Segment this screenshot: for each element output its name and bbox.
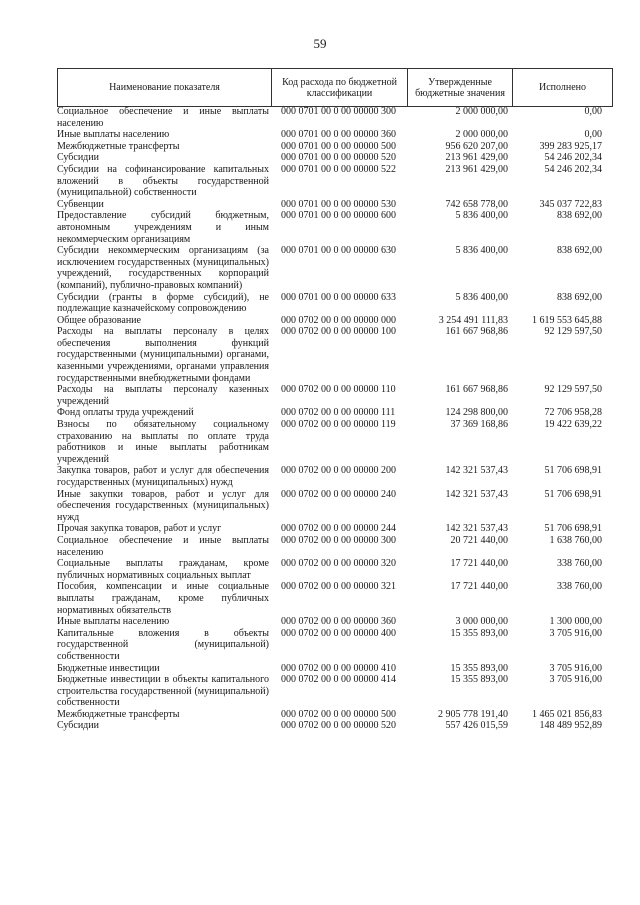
row-code: 000 0701 00 0 00 00000 530 bbox=[281, 198, 396, 210]
row-name: Бюджетные инвестиции в объекты капитального строительства государственной (муниципальной) собственности bbox=[57, 674, 269, 709]
row-name: Социальное обеспечение и иные выплаты населению bbox=[57, 534, 269, 558]
row-approved: 17 721 440,00 bbox=[450, 581, 508, 593]
row-code: 000 0702 00 0 00 00000 200 bbox=[281, 465, 396, 477]
table-body bbox=[57, 106, 612, 732]
table-row bbox=[57, 129, 612, 141]
table-row bbox=[57, 199, 612, 211]
row-name: Взносы по обязательному социальному страхованию на выплаты по оплате труда работников и иные выплаты работникам учреждений bbox=[57, 419, 269, 465]
row-executed: 51 706 698,91 bbox=[544, 488, 602, 500]
table-row bbox=[57, 407, 612, 419]
table-row bbox=[57, 628, 612, 663]
table-row bbox=[57, 720, 612, 732]
row-executed: 0,00 bbox=[584, 106, 602, 117]
table-row bbox=[57, 558, 612, 581]
row-executed: 148 489 952,89 bbox=[539, 720, 602, 732]
table-row bbox=[57, 245, 612, 291]
row-name: Межбюджетные трансферты bbox=[57, 140, 180, 152]
row-approved: 37 369 168,86 bbox=[450, 419, 508, 431]
row-approved: 3 254 491 111,83 bbox=[438, 314, 508, 326]
row-approved: 17 721 440,00 bbox=[450, 558, 508, 570]
row-code: 000 0701 00 0 00 00000 300 bbox=[281, 106, 396, 117]
row-code: 000 0702 00 0 00 00000 000 bbox=[281, 314, 396, 326]
row-approved: 142 321 537,43 bbox=[445, 465, 508, 477]
row-name: Субсидии на софинансирование капитальных вложений в объекты государственной (муниципальной) собственности bbox=[57, 163, 269, 199]
row-name: Расходы на выплаты персоналу в целях обеспечения выполнения функций государственными (муниципальными) органами, казенными учреждениями, органами управления государственными внебюджетными фондами bbox=[57, 326, 269, 384]
row-code: 000 0701 00 0 00 00000 500 bbox=[281, 140, 396, 152]
row-executed: 3 705 916,00 bbox=[549, 662, 602, 674]
row-code: 000 0702 00 0 00 00000 321 bbox=[281, 581, 396, 593]
row-name: Субсидии некоммерческим организациям (за исключением государственных (муниципальных) учреждений, государственных корпораций (компаний), публично-правовых компаний) bbox=[57, 245, 269, 291]
row-executed: 51 706 698,91 bbox=[544, 523, 602, 535]
row-name: Бюджетные инвестиции bbox=[57, 662, 160, 674]
row-executed: 0,00 bbox=[584, 129, 602, 141]
row-name: Субсидии bbox=[57, 720, 99, 732]
row-executed: 72 706 958,28 bbox=[544, 407, 602, 419]
row-executed: 19 422 639,22 bbox=[544, 419, 602, 431]
row-code: 000 0702 00 0 00 00000 111 bbox=[281, 407, 396, 419]
row-name: Предоставление субсидий бюджетным, автономным учреждениям и иным некоммерческим организациям bbox=[57, 210, 269, 245]
row-approved: 15 355 893,00 bbox=[450, 674, 508, 686]
row-name: Социальные выплаты гражданам, кроме публичных нормативных социальных выплат bbox=[57, 558, 269, 581]
table-row bbox=[57, 210, 612, 245]
row-approved: 142 321 537,43 bbox=[445, 523, 508, 535]
row-code: 000 0702 00 0 00 00000 300 bbox=[281, 534, 396, 546]
page-number: 59 bbox=[313, 36, 327, 51]
row-approved: 161 667 968,86 bbox=[445, 384, 508, 396]
row-approved: 5 836 400,00 bbox=[455, 210, 508, 222]
row-executed: 92 129 597,50 bbox=[544, 384, 602, 396]
table-row bbox=[57, 489, 612, 524]
header-executed: Исполнено bbox=[513, 69, 613, 107]
table-row bbox=[57, 315, 612, 327]
row-approved: 557 426 015,59 bbox=[445, 720, 508, 732]
table-header bbox=[57, 68, 613, 107]
row-code: 000 0701 00 0 00 00000 630 bbox=[281, 245, 396, 257]
row-approved: 15 355 893,00 bbox=[450, 627, 508, 639]
row-name: Субсидии (гранты в форме субсидий), не подлежащие казначейскому сопровождению bbox=[57, 291, 269, 315]
row-approved: 213 961 429,00 bbox=[445, 163, 508, 175]
row-approved: 142 321 537,43 bbox=[445, 488, 508, 500]
row-code: 000 0702 00 0 00 00000 360 bbox=[281, 616, 396, 628]
row-approved: 2 000 000,00 bbox=[455, 129, 508, 141]
row-name: Закупка товаров, работ и услуг для обеспечения государственных (муниципальных) нужд bbox=[57, 465, 269, 488]
row-code: 000 0701 00 0 00 00000 633 bbox=[281, 291, 396, 303]
row-name: Прочая закупка товаров, работ и услуг bbox=[57, 523, 222, 535]
row-executed: 51 706 698,91 bbox=[544, 465, 602, 477]
row-code: 000 0702 00 0 00 00000 244 bbox=[281, 523, 396, 535]
row-code: 000 0702 00 0 00 00000 240 bbox=[281, 488, 396, 500]
row-code: 000 0702 00 0 00 00000 110 bbox=[281, 384, 396, 396]
table-row bbox=[57, 384, 612, 407]
row-code: 000 0702 00 0 00 00000 100 bbox=[281, 326, 396, 338]
row-executed: 1 638 760,00 bbox=[549, 534, 602, 546]
table-row bbox=[57, 292, 612, 315]
table-row bbox=[57, 152, 612, 164]
row-approved: 161 667 968,86 bbox=[445, 326, 508, 338]
table-row bbox=[57, 581, 612, 616]
row-executed: 3 705 916,00 bbox=[549, 674, 602, 686]
row-name: Фонд оплаты труда учреждений bbox=[57, 407, 194, 419]
table-row bbox=[57, 523, 612, 535]
row-code: 000 0701 00 0 00 00000 522 bbox=[281, 163, 396, 175]
row-executed: 54 246 202,34 bbox=[544, 152, 602, 164]
table-row bbox=[57, 616, 612, 628]
row-approved: 5 836 400,00 bbox=[455, 291, 508, 303]
row-approved: 956 620 207,00 bbox=[445, 140, 508, 152]
row-approved: 20 721 440,00 bbox=[450, 534, 508, 546]
row-executed: 838 692,00 bbox=[557, 210, 602, 222]
table-row bbox=[57, 106, 612, 129]
row-approved: 3 000 000,00 bbox=[455, 616, 508, 628]
row-code: 000 0701 00 0 00 00000 360 bbox=[281, 129, 396, 141]
row-name: Субвенции bbox=[57, 198, 104, 210]
table-row bbox=[57, 419, 612, 465]
row-approved: 15 355 893,00 bbox=[450, 662, 508, 674]
row-code: 000 0702 00 0 00 00000 410 bbox=[281, 662, 396, 674]
row-name: Общее образование bbox=[57, 314, 141, 326]
table-row bbox=[57, 663, 612, 675]
row-executed: 54 246 202,34 bbox=[544, 163, 602, 175]
row-executed: 838 692,00 bbox=[557, 245, 602, 257]
row-name: Иные выплаты населению bbox=[57, 129, 170, 141]
row-executed: 3 705 916,00 bbox=[549, 627, 602, 639]
row-approved: 742 658 778,00 bbox=[445, 198, 508, 210]
row-code: 000 0702 00 0 00 00000 520 bbox=[281, 720, 396, 732]
row-approved: 2 905 778 191,40 bbox=[438, 708, 508, 720]
row-code: 000 0702 00 0 00 00000 320 bbox=[281, 558, 396, 570]
row-code: 000 0701 00 0 00 00000 600 bbox=[281, 210, 396, 222]
row-executed: 399 283 925,17 bbox=[539, 140, 602, 152]
table-row bbox=[57, 141, 612, 153]
row-code: 000 0702 00 0 00 00000 414 bbox=[281, 674, 396, 686]
table-row bbox=[57, 326, 612, 384]
row-name: Расходы на выплаты персоналу казенных учреждений bbox=[57, 384, 269, 407]
table-row bbox=[57, 535, 612, 558]
row-approved: 124 298 800,00 bbox=[445, 407, 508, 419]
row-code: 000 0701 00 0 00 00000 520 bbox=[281, 152, 396, 164]
row-name: Межбюджетные трансферты bbox=[57, 708, 180, 720]
row-approved: 213 961 429,00 bbox=[445, 152, 508, 164]
row-executed: 92 129 597,50 bbox=[544, 326, 602, 338]
row-executed: 1 619 553 645,88 bbox=[532, 314, 602, 326]
table-row bbox=[57, 709, 612, 721]
header-code: Код расхода по бюджетной классификации bbox=[272, 69, 408, 107]
row-code: 000 0702 00 0 00 00000 500 bbox=[281, 708, 396, 720]
table-row bbox=[57, 465, 612, 488]
row-code: 000 0702 00 0 00 00000 119 bbox=[281, 419, 396, 431]
table-row bbox=[57, 674, 612, 709]
row-executed: 1 465 021 856,83 bbox=[532, 708, 602, 720]
row-code: 000 0702 00 0 00 00000 400 bbox=[281, 627, 396, 639]
row-approved: 2 000 000,00 bbox=[455, 106, 508, 117]
row-executed: 838 692,00 bbox=[557, 291, 602, 303]
row-name: Иные закупки товаров, работ и услуг для обеспечения государственных (муниципальных) нужд bbox=[57, 488, 269, 523]
table-row bbox=[57, 164, 612, 199]
row-name: Пособия, компенсации и иные социальные выплаты гражданам, кроме публичных нормативных обязательств bbox=[57, 581, 269, 616]
row-name: Социальное обеспечение и иные выплаты населению bbox=[57, 106, 269, 129]
row-executed: 345 037 722,83 bbox=[539, 198, 602, 210]
row-name: Субсидии bbox=[57, 152, 99, 164]
header-approved: Утвержденные бюджетные значения bbox=[408, 69, 513, 107]
row-name: Капитальные вложения в объекты государственной (муниципальной) собственности bbox=[57, 627, 269, 662]
row-approved: 5 836 400,00 bbox=[455, 245, 508, 257]
row-executed: 1 300 000,00 bbox=[549, 616, 602, 628]
row-executed: 338 760,00 bbox=[557, 581, 602, 593]
row-name: Иные выплаты населению bbox=[57, 616, 170, 628]
row-executed: 338 760,00 bbox=[557, 558, 602, 570]
header-name: Наименование показателя bbox=[58, 69, 272, 107]
